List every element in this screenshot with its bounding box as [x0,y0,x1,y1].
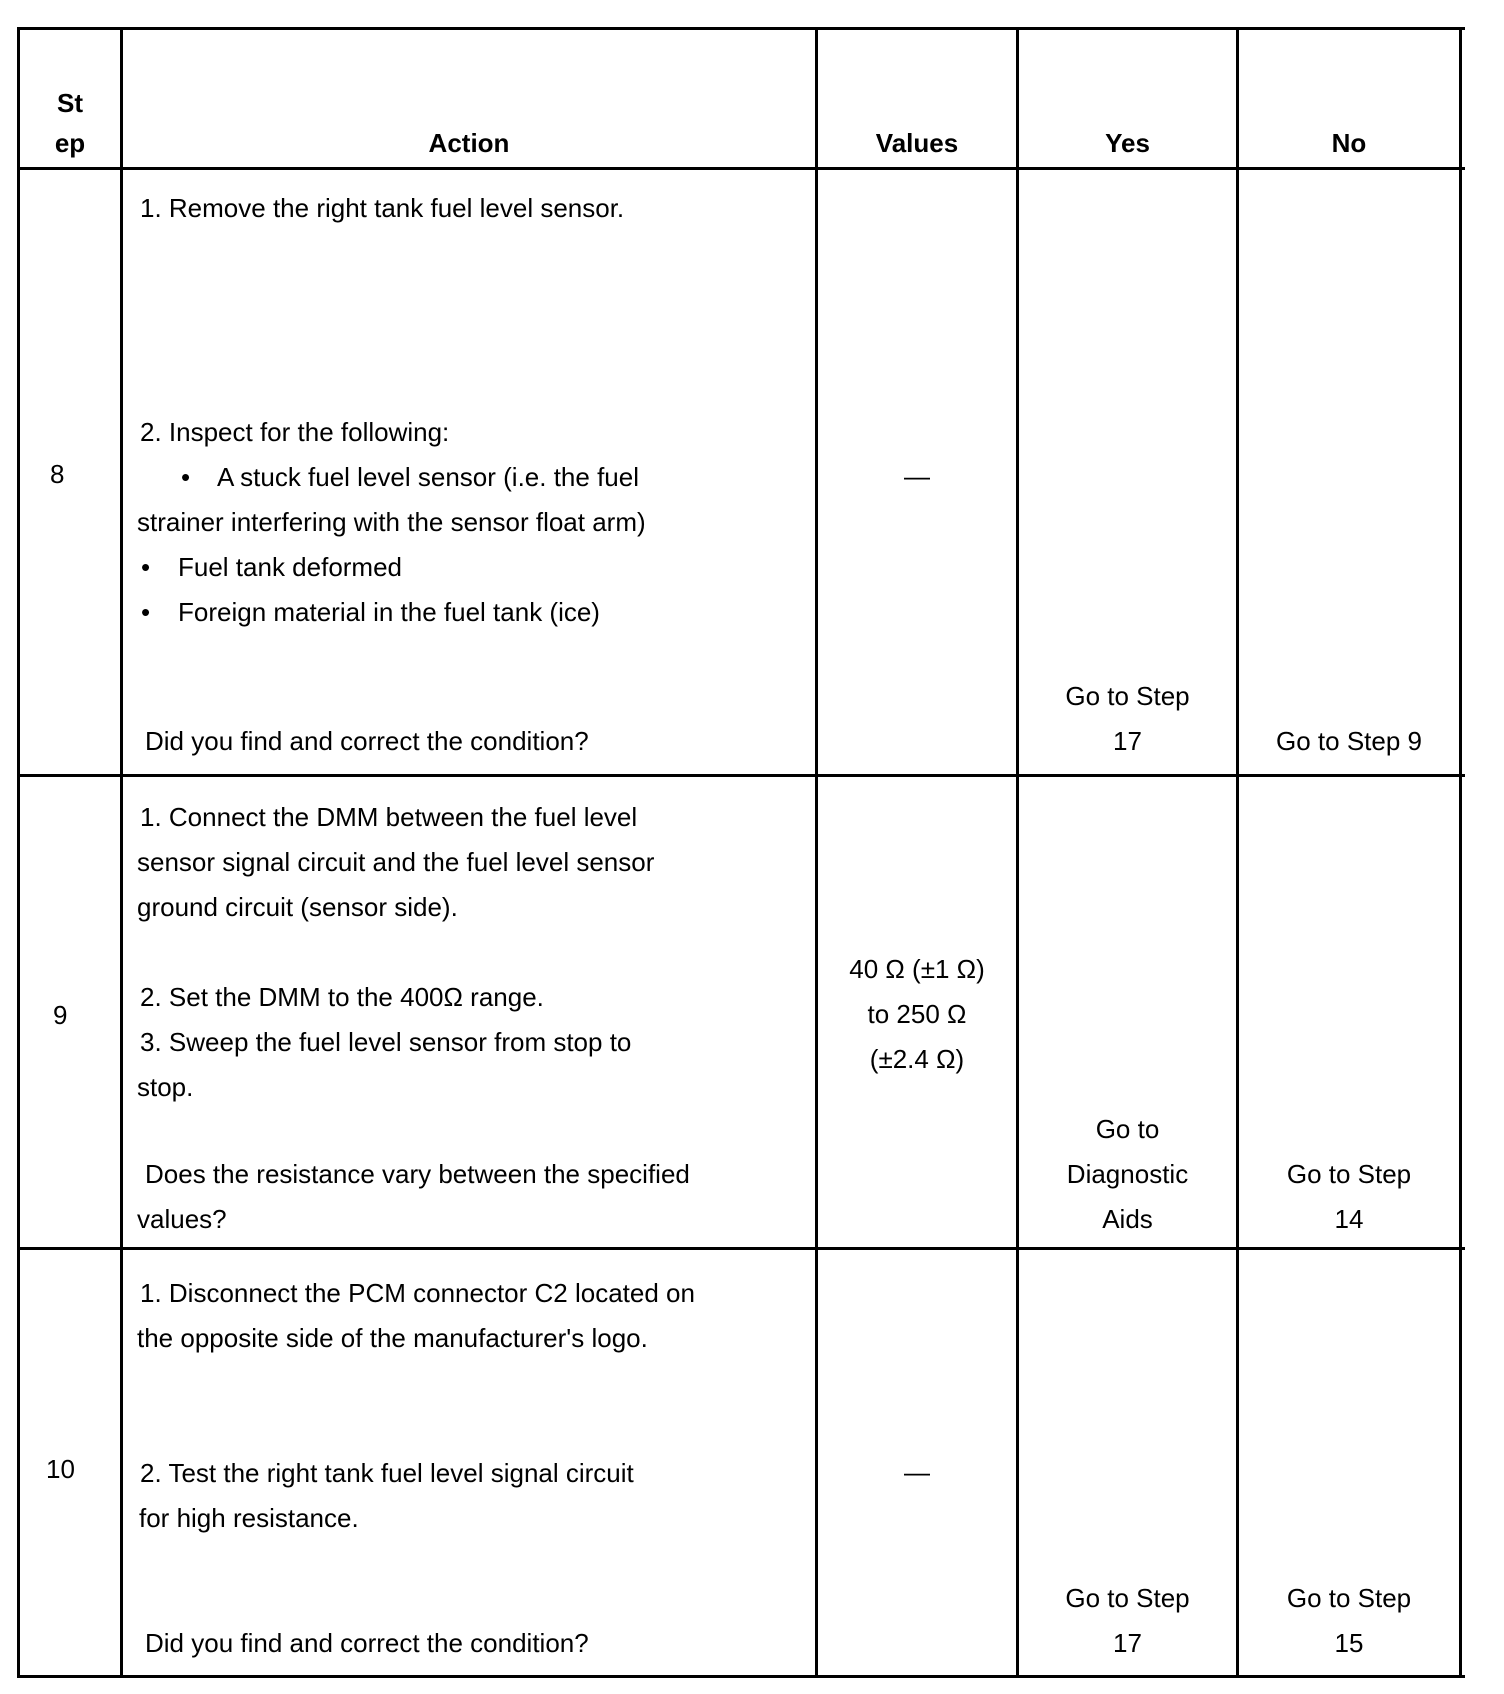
row-divider [17,774,1465,777]
no-line: Go to Step 9 [1276,726,1422,756]
action-line: 1. Disconnect the PCM connector C2 located on [140,1278,695,1308]
header-yes: Yes [1105,128,1150,158]
action-line: ground circuit (sensor side). [137,892,458,922]
values-line: (±2.4 Ω) [869,1044,965,1074]
column-divider [815,27,818,1678]
table-border-right [1459,27,1462,1678]
action-line: Fuel tank deformed [178,552,403,582]
yes-line: 17 [1113,1628,1142,1658]
action-line: sensor signal circuit and the fuel level sensor [137,847,655,877]
bullet: • [181,462,191,492]
header-values: Values [875,128,959,158]
action-line: strainer interfering with the sensor float arm) [137,507,646,537]
row-divider [17,1247,1465,1250]
yes-line: Go to Step [1065,681,1190,711]
bullet: • [141,597,151,627]
table-border-top [17,27,1465,30]
bullet: • [141,552,151,582]
column-divider [1016,27,1019,1678]
header-no: No [1331,128,1367,158]
yes-line: Go to [1095,1114,1160,1144]
header-step-line2: ep [54,128,86,158]
header-action: Action [428,128,510,158]
action-line: 1. Connect the DMM between the fuel level [140,802,638,832]
yes-line: Diagnostic [1066,1159,1189,1189]
header-step-line1: St [57,88,83,118]
values-line: 40 Ω (±1 Ω) [849,954,985,984]
action-question: Did you find and correct the condition? [145,726,589,756]
action-line: 1. Remove the right tank fuel level sensor. [140,193,625,223]
action-question: values? [137,1204,227,1234]
values-cell: — [904,1457,930,1487]
action-line: 2. Set the DMM to the 400Ω range. [140,982,544,1012]
no-line: 14 [1334,1204,1364,1234]
yes-line: 17 [1113,726,1142,756]
action-line: A stuck fuel level sensor (i.e. the fuel [217,462,639,492]
no-line: 15 [1334,1628,1364,1658]
yes-line: Aids [1102,1204,1153,1234]
action-line: stop. [137,1072,194,1102]
action-question: Did you find and correct the condition? [145,1628,589,1658]
action-line: for high resistance. [139,1503,359,1533]
yes-line: Go to Step [1065,1583,1190,1613]
values-line: to 250 Ω [867,999,967,1029]
step-number: 10 [46,1454,75,1484]
step-number: 8 [50,459,65,489]
action-line: 2. Inspect for the following: [140,417,450,447]
action-line: 2. Test the right tank fuel level signal circuit [140,1458,634,1488]
action-line: the opposite side of the manufacturer's logo. [137,1323,648,1353]
action-line: Foreign material in the fuel tank (ice) [178,597,600,627]
table-border-left [17,27,20,1678]
no-line: Go to Step [1286,1583,1412,1613]
no-line: Go to Step [1286,1159,1412,1189]
column-divider [1236,27,1239,1678]
step-number: 9 [53,1000,68,1030]
column-divider [120,27,123,1678]
action-question: Does the resistance vary between the specified [145,1159,690,1189]
table-border-bottom [17,1675,1465,1678]
header-divider [17,167,1465,170]
action-line: 3. Sweep the fuel level sensor from stop to [140,1027,632,1057]
values-cell: — [904,461,930,491]
